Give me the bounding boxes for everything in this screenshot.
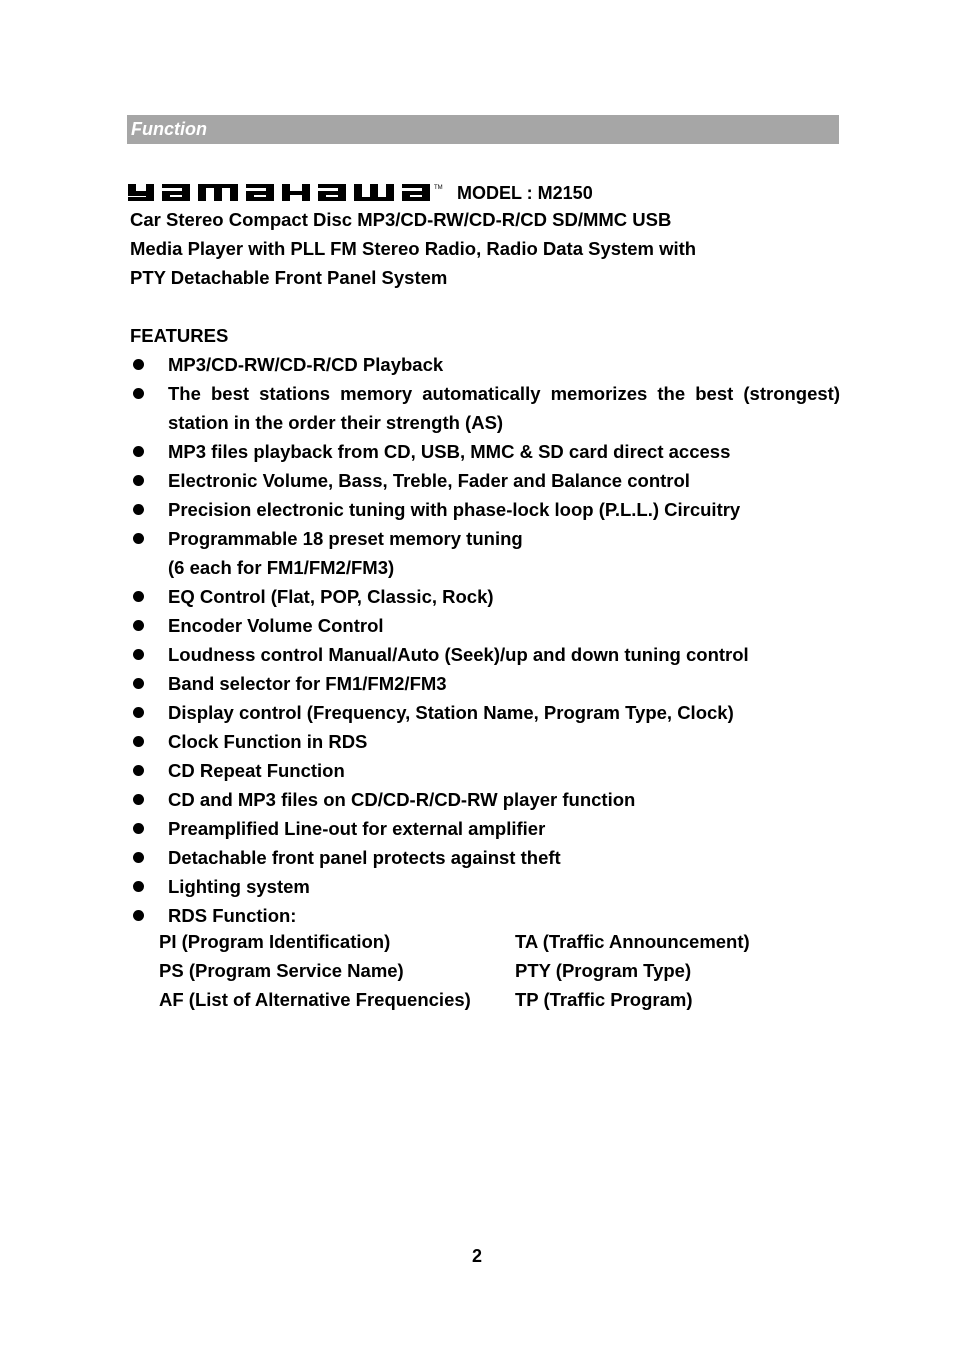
description-line: PTY Detachable Front Panel System — [130, 267, 448, 288]
description-line: Media Player with PLL FM Stereo Radio, Radio Data System with — [130, 238, 697, 259]
bullet-icon — [133, 504, 144, 515]
bullet-icon — [133, 823, 144, 834]
feature-item: EQ Control (Flat, POP, Classic, Rock) — [130, 582, 840, 611]
bullet-icon — [133, 910, 144, 921]
rds-row — [159, 956, 750, 985]
svg-text:TM: TM — [434, 185, 443, 191]
feature-item: Lighting system — [130, 872, 840, 901]
bullet-icon — [133, 649, 144, 660]
feature-item: Electronic Volume, Bass, Treble, Fader and Balance control — [130, 466, 840, 495]
bullet-icon — [133, 765, 144, 776]
yamakawa-logo — [128, 182, 448, 204]
bullet-icon — [133, 388, 144, 399]
feature-item: Precision electronic tuning with phase-lock loop (P.L.L.) Circuitry — [130, 495, 840, 524]
bullet-icon — [133, 533, 144, 544]
feature-item: Clock Function in RDS — [130, 727, 840, 756]
bullet-icon — [133, 881, 144, 892]
rds-item: PTY (Program Type) — [515, 960, 692, 981]
feature-item: CD Repeat Function — [130, 756, 840, 785]
bullet-icon — [133, 707, 144, 718]
feature-item: The best stations memory automatically memorizes the best (strongest) station in the order their strength (AS) — [130, 379, 840, 437]
bullet-icon — [133, 852, 144, 863]
feature-item: Band selector for FM1/FM2/FM3 — [130, 669, 840, 698]
rds-row — [159, 927, 750, 956]
feature-item: Preamplified Line-out for external amplifier — [130, 814, 840, 843]
rds-item: PS (Program Service Name) — [159, 960, 404, 981]
rds-row — [159, 985, 750, 1014]
section-header-bar — [127, 115, 839, 144]
bullet-icon — [133, 678, 144, 689]
bullet-icon — [133, 446, 144, 457]
rds-item: AF (List of Alternative Frequencies) — [159, 989, 471, 1010]
bullet-icon — [133, 794, 144, 805]
feature-item: MP3 files playback from CD, USB, MMC & SD card direct access — [130, 437, 840, 466]
feature-item: Programmable 18 preset memory tuning (6 each for FM1/FM2/FM3) — [130, 524, 840, 582]
rds-item: TA (Traffic Announcement) — [515, 931, 750, 952]
bullet-icon — [133, 591, 144, 602]
rds-item: TP (Traffic Program) — [515, 989, 693, 1010]
feature-item: MP3/CD-RW/CD-R/CD Playback — [130, 350, 840, 379]
feature-subline: (6 each for FM1/FM2/FM3) — [168, 557, 395, 578]
bullet-icon — [133, 736, 144, 747]
feature-item: Detachable front panel protects against theft — [130, 843, 840, 872]
bullet-icon — [133, 620, 144, 631]
section-title: Function — [131, 119, 207, 139]
page-number: 2 — [471, 1246, 482, 1266]
rds-function-table — [159, 927, 750, 1014]
features-heading: FEATURES — [130, 325, 229, 346]
feature-item: CD and MP3 files on CD/CD-R/CD-RW player function — [130, 785, 840, 814]
bullet-icon — [133, 359, 144, 370]
feature-item: RDS Function: — [130, 901, 840, 930]
description-line: Car Stereo Compact Disc MP3/CD-RW/CD-R/CD SD/MMC USB — [130, 209, 672, 230]
brand-row — [128, 176, 593, 204]
feature-item: Encoder Volume Control — [130, 611, 840, 640]
rds-item: PI (Program Identification) — [159, 931, 391, 952]
bullet-icon — [133, 475, 144, 486]
feature-item: Display control (Frequency, Station Name, Program Type, Clock) — [130, 698, 840, 727]
model-number: MODEL : M2150 — [457, 183, 593, 203]
feature-item: Loudness control Manual/Auto (Seek)/up and down tuning control — [130, 640, 840, 669]
product-description — [130, 205, 850, 292]
features-list — [130, 350, 840, 930]
